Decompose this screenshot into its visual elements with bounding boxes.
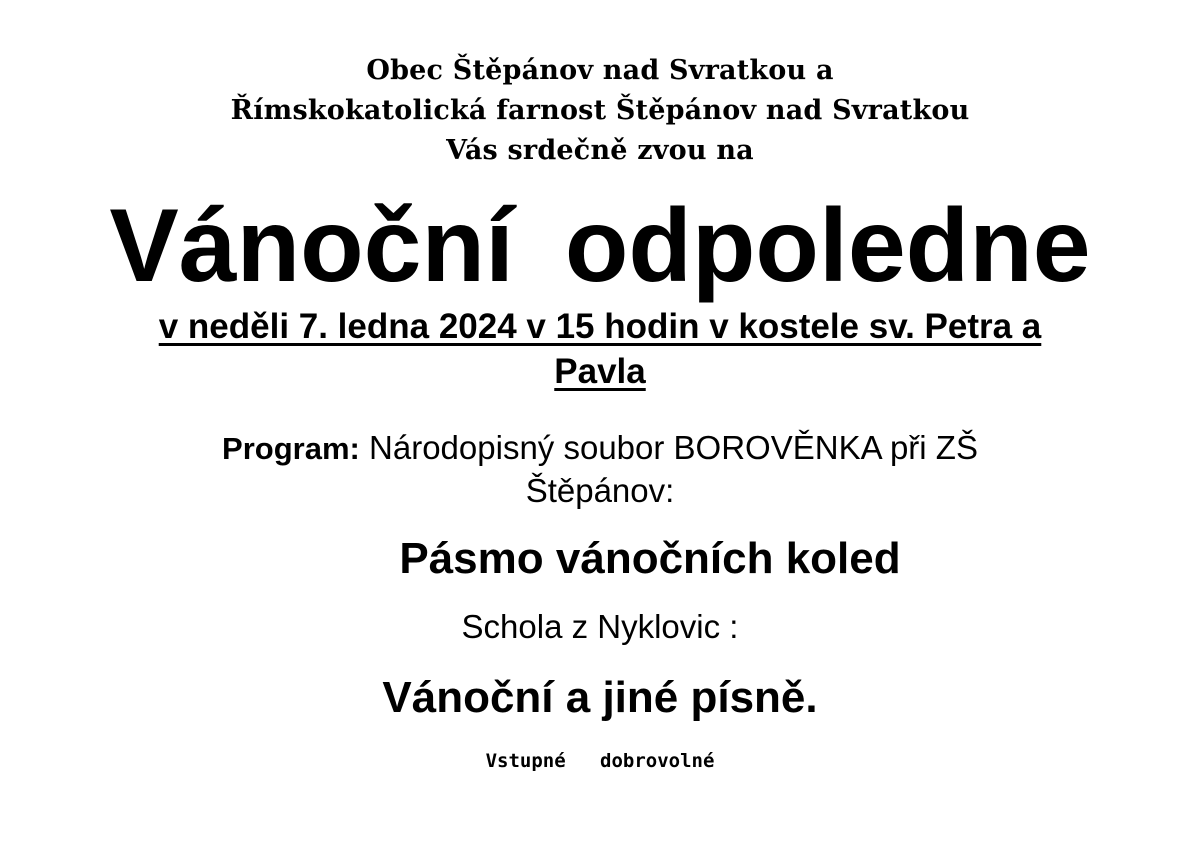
event-title: Vánoční odpoledne [109,188,1091,304]
performance-1-title: Pásmo vánočních koled [399,534,901,583]
organizer-line-1: Obec Štěpánov nad Svratkou a [366,55,834,86]
organizer-line-2: Římskokatolická farnost Štěpánov nad Svratkou [230,95,970,126]
entry-fee-note: Vstupné dobrovolné [485,750,715,772]
program-label: Program: [222,431,360,466]
invitation-line: Vás srdečně zvou na [446,135,754,166]
performer-2: Schola z Nyklovic : [461,608,739,645]
performer-1: Národopisný soubor BOROVĚNKA při ZŠ [359,429,978,466]
performance-2-title: Vánoční a jiné písně. [382,673,818,722]
program-line [0,429,1200,467]
performer-1-continued: Štěpánov: [525,472,675,509]
event-date-line-1: v neděli 7. ledna 2024 v 15 hodin v kostele sv. Petra a [158,307,1042,346]
event-date-line-2: Pavla [554,352,646,391]
